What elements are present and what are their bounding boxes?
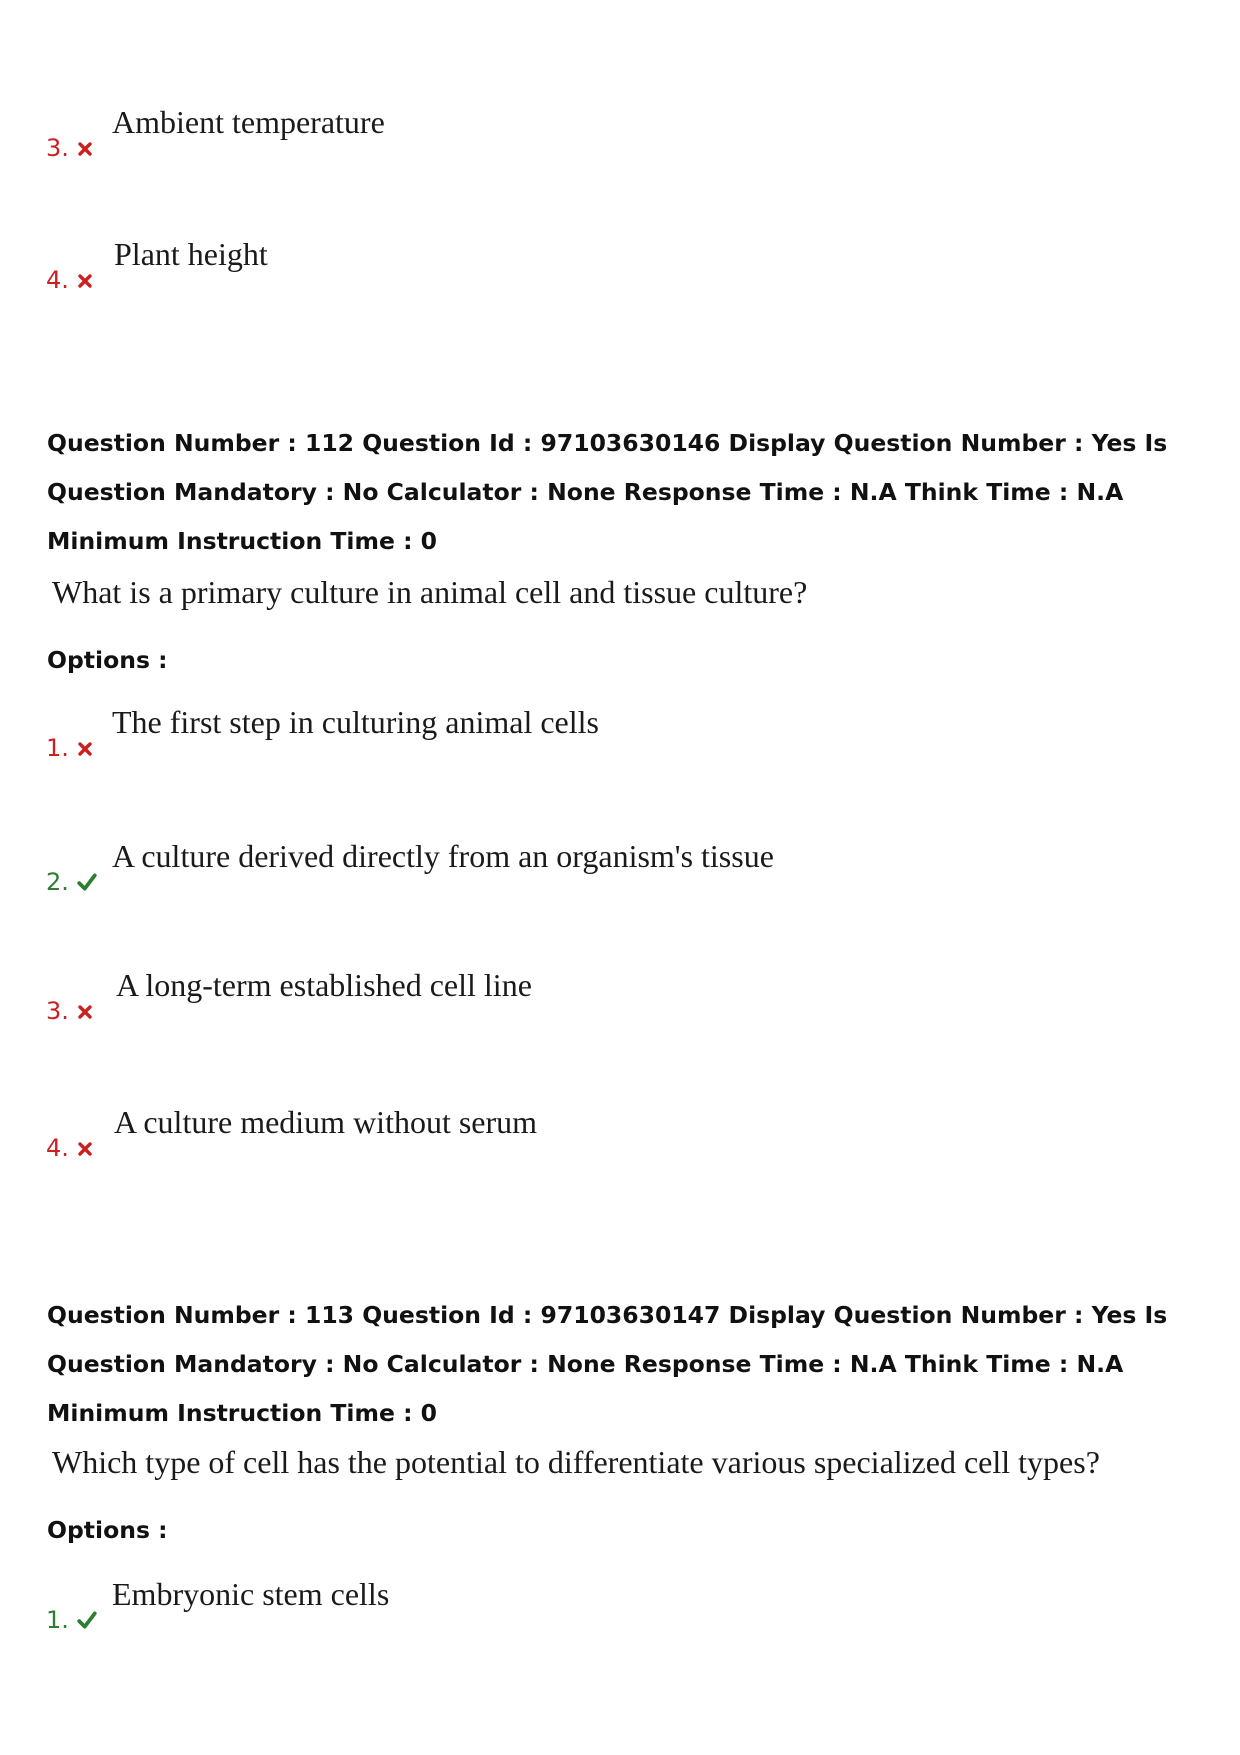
option-item: [46, 1104, 1146, 1164]
question-text: Which type of cell has the potential to differentiate various specialized cell types?: [52, 1444, 1100, 1480]
option-number: 4.: [46, 1134, 69, 1162]
option-item: [46, 704, 1146, 764]
check-icon: [76, 872, 98, 892]
option-text: A long-term established cell line: [116, 967, 532, 1003]
option-text: A culture derived directly from an organism's tissue: [112, 838, 774, 874]
option-number: 1.: [46, 734, 69, 762]
option-text: Embryonic stem cells: [112, 1576, 390, 1612]
option-item: [46, 967, 1146, 1027]
cross-icon: [76, 1140, 94, 1158]
question-text: What is a primary culture in animal cell and tissue culture?: [52, 574, 808, 610]
option-number: 4.: [46, 266, 69, 294]
cross-icon: [76, 140, 94, 158]
question-meta: Question Number : 113 Question Id : 97103630147 Display Question Number : Yes Is Question Mandatory : No Calculator : None Response Time : N.A Think Time : N.A Minimum Instruction Time : 0: [47, 1301, 1168, 1427]
option-text: A culture medium without serum: [114, 1104, 538, 1140]
option-number: 1.: [46, 1606, 69, 1634]
option-text: Plant height: [114, 236, 268, 272]
check-icon: [76, 1610, 98, 1630]
option-number: 2.: [46, 868, 69, 896]
option-number: 3.: [46, 134, 69, 162]
option-item: [46, 1576, 1146, 1636]
options-label: Options :: [47, 646, 168, 674]
option-number: 3.: [46, 997, 69, 1025]
option-text: The first step in culturing animal cells: [112, 704, 599, 740]
cross-icon: [76, 272, 94, 290]
question-meta: Question Number : 112 Question Id : 97103630146 Display Question Number : Yes Is Question Mandatory : No Calculator : None Response Time : N.A Think Time : N.A Minimum Instruction Time : 0: [47, 429, 1168, 555]
cross-icon: [76, 740, 94, 758]
option-item: [46, 838, 1146, 898]
options-label: Options :: [47, 1516, 168, 1544]
option-text: Ambient temperature: [112, 104, 385, 140]
cross-icon: [76, 1003, 94, 1021]
option-item: [46, 236, 1146, 296]
option-item: [46, 104, 1146, 164]
